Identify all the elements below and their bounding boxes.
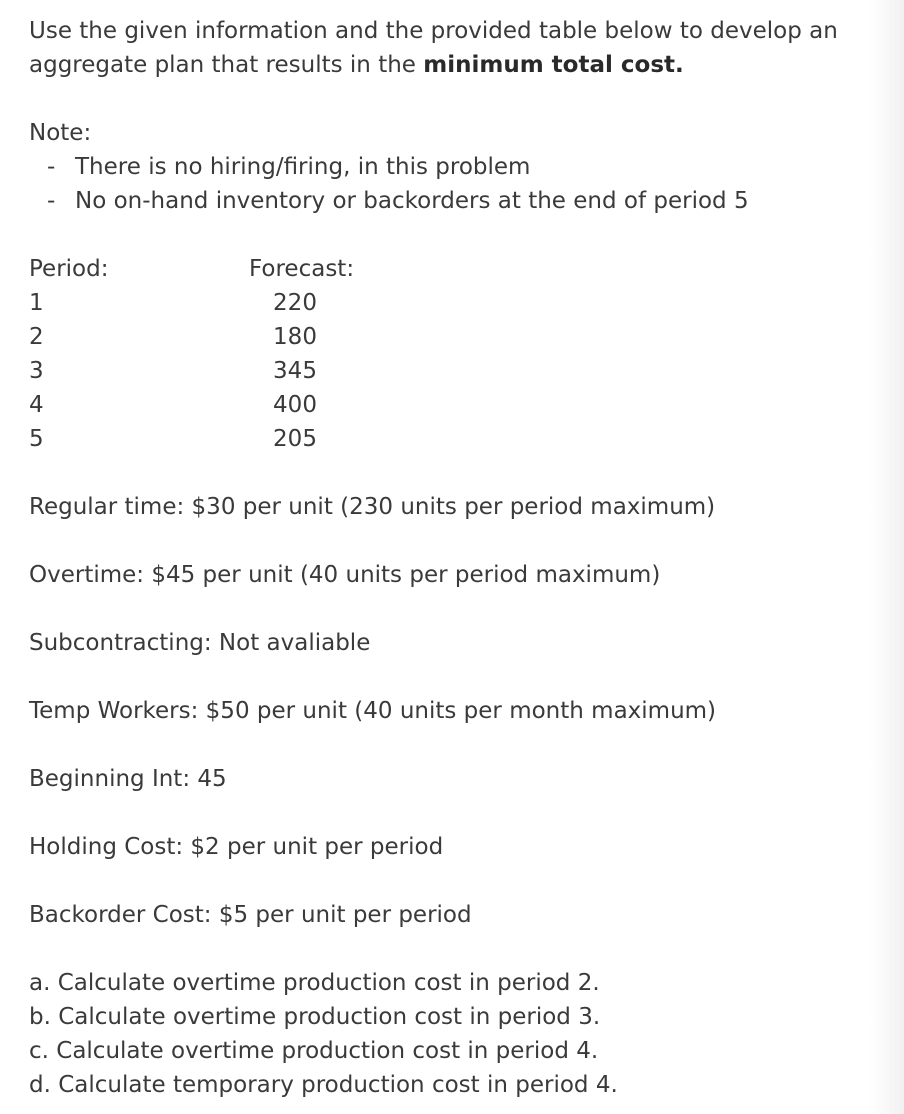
question-item: c. Calculate overtime production cost in period 4. bbox=[29, 1038, 599, 1064]
period-header: Period: bbox=[29, 256, 109, 282]
forecast-cell: 220 bbox=[273, 290, 317, 316]
backorder-cost-fact: Backorder Cost: $5 per unit per period bbox=[29, 902, 472, 928]
dash-bullet-icon: - bbox=[47, 154, 56, 180]
question-item: b. Calculate overtime production cost in period 3. bbox=[29, 1004, 601, 1030]
note-list bbox=[29, 150, 879, 218]
beginning-inventory-fact: Beginning Int: 45 bbox=[29, 766, 227, 792]
holding-cost-fact: Holding Cost: $2 per unit per period bbox=[29, 834, 444, 860]
problem-document bbox=[29, 14, 879, 1102]
forecast-cell: 205 bbox=[273, 426, 317, 452]
intro-paragraph bbox=[29, 14, 879, 82]
note-item-text: There is no hiring/firing, in this problem bbox=[75, 154, 531, 180]
period-cell: 2 bbox=[29, 324, 44, 350]
forecast-cell: 345 bbox=[273, 358, 317, 384]
forecast-cell: 400 bbox=[273, 392, 317, 418]
period-cell: 1 bbox=[29, 290, 44, 316]
period-cell: 3 bbox=[29, 358, 44, 384]
question-item: a. Calculate overtime production cost in period 2. bbox=[29, 970, 600, 996]
subcontracting-fact: Subcontracting: Not avaliable bbox=[29, 630, 371, 656]
period-cell: 5 bbox=[29, 426, 44, 452]
overtime-fact: Overtime: $45 per unit (40 units per period maximum) bbox=[29, 562, 661, 588]
forecast-table bbox=[29, 252, 879, 456]
questions-list bbox=[29, 966, 879, 1102]
forecast-header: Forecast: bbox=[249, 256, 355, 282]
intro-bold-text: minimum total cost. bbox=[423, 52, 684, 78]
note-label: Note: bbox=[29, 120, 92, 146]
question-item: d. Calculate temporary production cost in period 4. bbox=[29, 1072, 618, 1098]
right-edge-shadow bbox=[870, 0, 904, 1114]
intro-text: Use the given information and the provided table below to develop an aggregate plan that results in the bbox=[29, 18, 838, 78]
regular-time-fact: Regular time: $30 per unit (230 units per period maximum) bbox=[29, 494, 716, 520]
temp-workers-fact: Temp Workers: $50 per unit (40 units per month maximum) bbox=[29, 698, 717, 724]
note-item bbox=[47, 150, 879, 184]
forecast-cell: 180 bbox=[273, 324, 317, 350]
period-cell: 4 bbox=[29, 392, 44, 418]
note-item-text: No on-hand inventory or backorders at the end of period 5 bbox=[75, 188, 749, 214]
dash-bullet-icon: - bbox=[47, 188, 56, 214]
note-item bbox=[47, 184, 879, 218]
